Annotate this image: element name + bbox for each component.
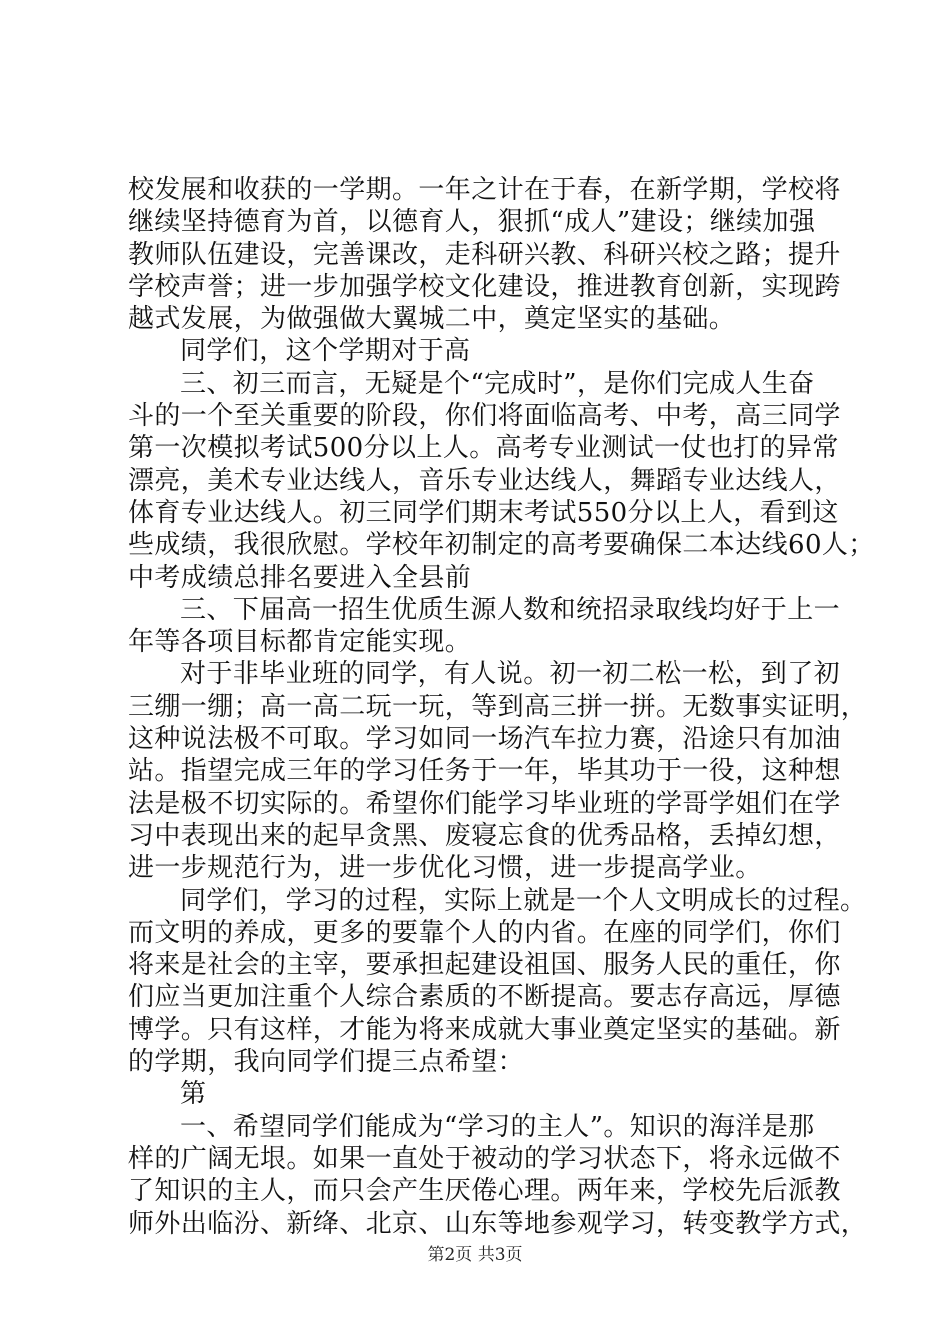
text-line: 进一步规范行为，进一步优化习惯，进一步提高学业。 (128, 853, 762, 884)
text-line: 教师队伍建设，完善课改，走科研兴教、科研兴校之路；提升 (128, 239, 841, 270)
text-line: 漂亮，美术专业达线人，音乐专业达线人，舞蹈专业达线人， (128, 465, 841, 496)
text-line: 对于非毕业班的同学，有人说。初一初二松一松，到了初 (180, 659, 841, 690)
text-line: 中考成绩总排名要进入全县前 (128, 562, 472, 593)
text-line: 同学们，这个学期对于高 (180, 336, 471, 367)
text-line: 体育专业达线人。初三同学们期末考试550分以上人，看到这 (128, 497, 839, 528)
text-line: 年等各项目标都肯定能实现。 (128, 627, 472, 658)
text-line: 了知识的主人，而只会产生厌倦心理。两年来，学校先后派教 (128, 1176, 841, 1207)
text-line: 越式发展，为做强做大翼城二中，奠定坚实的基础。 (128, 304, 736, 335)
text-line: 法是极不切实际的。希望你们能学习毕业班的学哥学姐们在学 (128, 788, 841, 819)
text-line: 一、希望同学们能成为“学习的主人”。知识的海洋是那 (180, 1111, 815, 1142)
body-text (128, 174, 875, 1240)
text-line: 第一次模拟考试500分以上人。高考专业测试一仗也打的异常 (128, 433, 839, 464)
text-line: 的学期，我向同学们提三点希望： (128, 1047, 525, 1078)
text-line: 斗的一个至关重要的阶段，你们将面临高考、中考，高三同学 (128, 401, 841, 432)
text-line: 学校声誉；进一步加强学校文化建设，推进教育创新，实现跨 (128, 271, 841, 302)
text-line: 习中表现出来的起早贪黑、废寝忘食的优秀品格，丢掉幻想， (128, 820, 841, 851)
text-line: 这种说法极不可取。学习如同一场汽车拉力赛，沿途只有加油 (128, 724, 841, 755)
text-line: 校发展和收获的一学期。一年之计在于春，在新学期，学校将 (128, 175, 841, 205)
text-line: 同学们，学习的过程，实际上就是一个人文明成长的过程。 (180, 885, 867, 916)
text-line: 将来是社会的主宰，要承担起建设祖国、服务人民的重任，你 (128, 950, 841, 981)
text-line: 站。指望完成三年的学习任务于一年，毕其功于一役，这种想 (128, 756, 841, 787)
text-line: 继续坚持德育为首，以德育人，狠抓“成人”建设；继续加强 (128, 207, 816, 238)
text-line: 三、下届高一招生优质生源人数和统招录取线均好于上一 (180, 594, 841, 625)
text-line: 们应当更加注重个人综合素质的不断提高。要志存高远，厚德 (128, 982, 841, 1013)
page-footer: 第2页 共3页 (427, 1245, 523, 1265)
text-line: 而文明的养成，更多的要靠个人的内省。在座的同学们，你们 (128, 917, 841, 948)
text-line: 第 (180, 1079, 207, 1110)
text-line: 些成绩，我很欣慰。学校年初制定的高考要确保二本达线60人； (128, 530, 875, 561)
text-line: 博学。只有这样，才能为将来成就大事业奠定坚实的基础。新 (128, 1014, 841, 1045)
text-line: 师外出临汾、新绛、北京、山东等地参观学习，转变教学方式， (128, 1208, 868, 1239)
text-line: 三、初三而言，无疑是个“完成时”，是你们完成人生奋 (180, 368, 815, 399)
text-line: 样的广阔无垠。如果一直处于被动的学习状态下，将永远做不 (128, 1143, 841, 1174)
text-line: 三绷一绷；高一高二玩一玩，等到高三拼一拼。无数事实证明， (128, 691, 868, 722)
